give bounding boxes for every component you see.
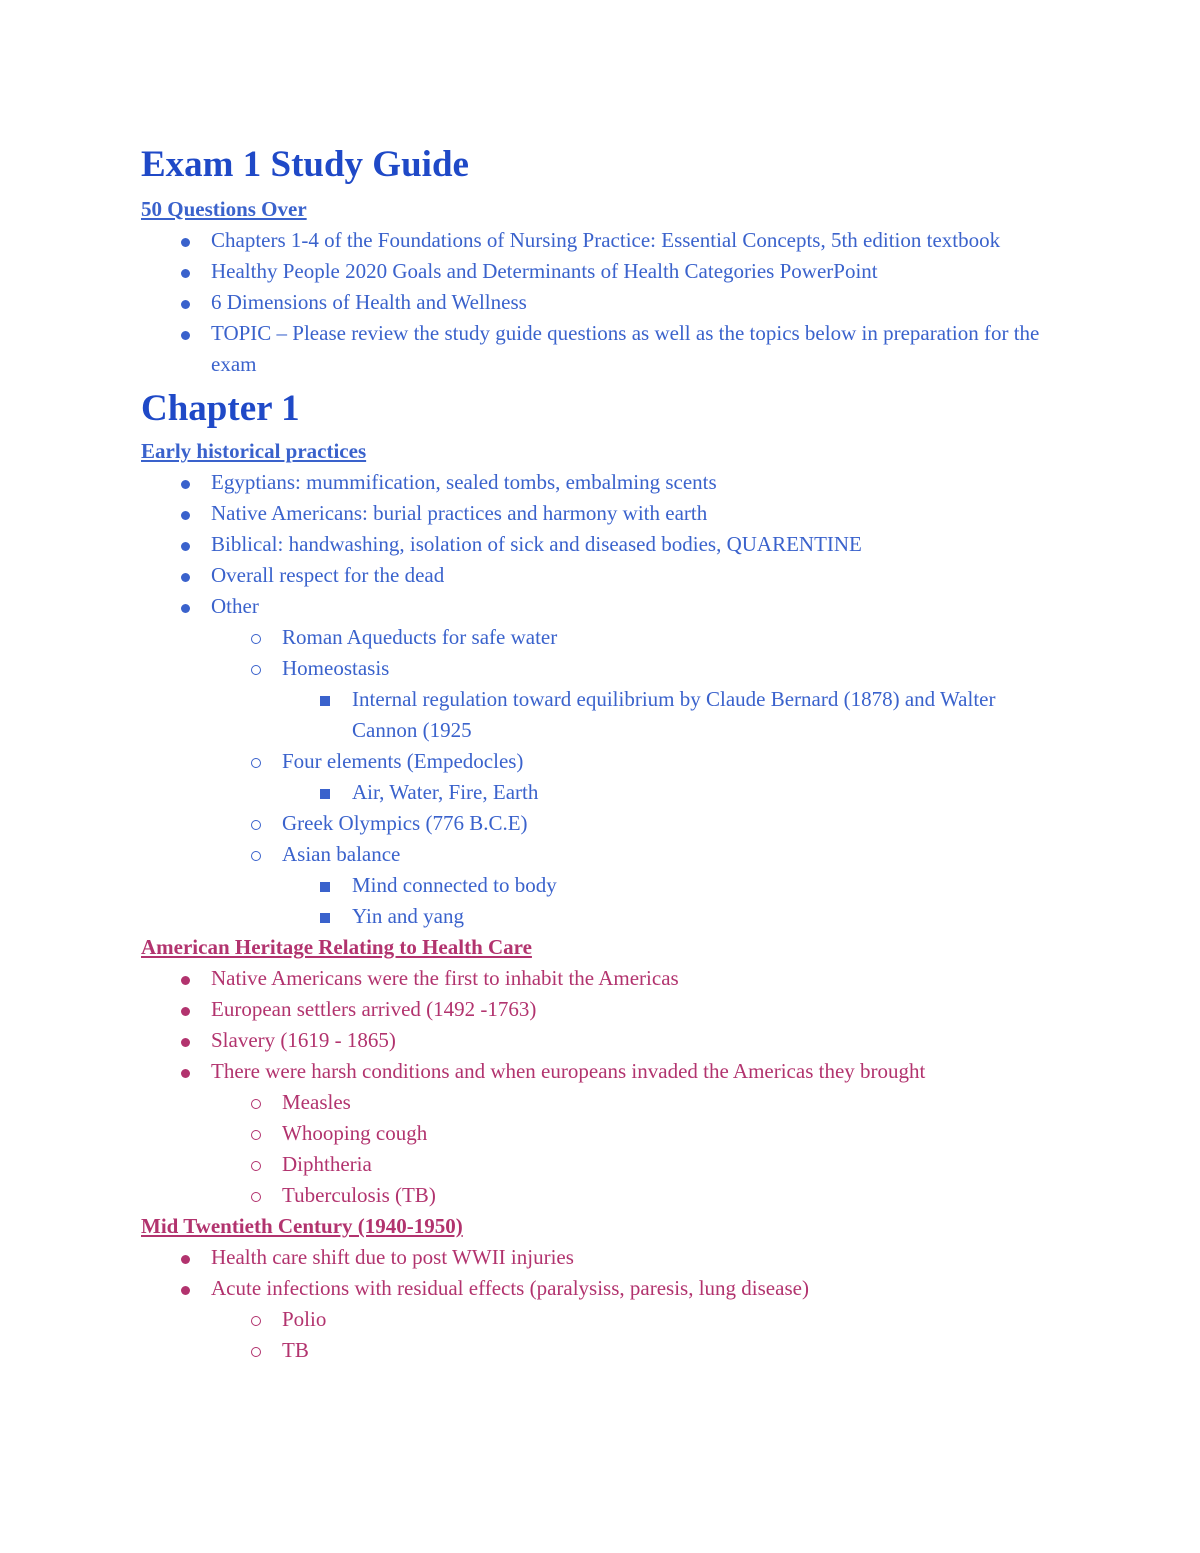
list-item: Asian balance: [141, 839, 1041, 870]
bullet-circle-icon: [246, 1304, 266, 1335]
bullet-dot-icon: [175, 318, 195, 349]
bullet-circle-icon: [246, 746, 266, 777]
bullet-dot-icon: [175, 1056, 195, 1087]
bullet-dot-icon: [175, 256, 195, 287]
bullet-dot-icon: [175, 560, 195, 591]
bullet-circle-icon: [246, 653, 266, 684]
bullet-circle-icon: [246, 808, 266, 839]
list-item: Acute infections with residual effects (paralysiss, paresis, lung disease): [141, 1273, 1041, 1304]
bullet-dot-icon: [175, 225, 195, 256]
list-item: Measles: [141, 1087, 1041, 1118]
section-heading-american: American Heritage Relating to Health Care: [141, 935, 532, 959]
bullet-square-icon: [315, 901, 335, 932]
list-item: Whooping cough: [141, 1118, 1041, 1149]
list-item: Health care shift due to post WWII injuries: [141, 1242, 1041, 1273]
list-item: Four elements (Empedocles): [141, 746, 1041, 777]
bullet-dot-icon: [175, 591, 195, 622]
list-item: Homeostasis: [141, 653, 1041, 684]
bullet-square-icon: [315, 684, 335, 715]
bullet-circle-icon: [246, 622, 266, 653]
list-item: European settlers arrived (1492 -1763): [141, 994, 1041, 1025]
list-item: Mind connected to body: [141, 870, 1041, 901]
list-item: Slavery (1619 - 1865): [141, 1025, 1041, 1056]
list-item: Egyptians: mummification, sealed tombs, embalming scents: [141, 467, 1041, 498]
section-heading-early: Early historical practices: [141, 439, 367, 463]
list-item: TOPIC – Please review the study guide questions as well as the topics below in preparation for the exam: [141, 318, 1041, 380]
list-item: Tuberculosis (TB): [141, 1180, 1041, 1211]
document-page: [141, 140, 1041, 1366]
bullet-circle-icon: [246, 1180, 266, 1211]
bullet-dot-icon: [175, 994, 195, 1025]
list-item: Air, Water, Fire, Earth: [141, 777, 1041, 808]
bullet-circle-icon: [246, 1335, 266, 1366]
list-item: Other: [141, 591, 1041, 622]
chapter-title: Chapter 1: [141, 388, 300, 429]
bullet-circle-icon: [246, 1118, 266, 1149]
list-item: Native Americans: burial practices and harmony with earth: [141, 498, 1041, 529]
american-heritage-list: [141, 963, 1041, 1211]
list-item: Greek Olympics (776 B.C.E): [141, 808, 1041, 839]
bullet-circle-icon: [246, 1149, 266, 1180]
list-item: Native Americans were the first to inhabit the Americas: [141, 963, 1041, 994]
list-item: Internal regulation toward equilibrium by Claude Bernard (1878) and Walter Cannon (1925: [141, 684, 1041, 746]
list-item: Polio: [141, 1304, 1041, 1335]
bullet-circle-icon: [246, 839, 266, 870]
bullet-square-icon: [315, 870, 335, 901]
list-item: Healthy People 2020 Goals and Determinants of Health Categories PowerPoint: [141, 256, 1041, 287]
list-item: Overall respect for the dead: [141, 560, 1041, 591]
list-item: There were harsh conditions and when europeans invaded the Americas they brought: [141, 1056, 1041, 1087]
bullet-dot-icon: [175, 498, 195, 529]
bullet-dot-icon: [175, 287, 195, 318]
list-item: TB: [141, 1335, 1041, 1366]
bullet-dot-icon: [175, 529, 195, 560]
list-item: Biblical: handwashing, isolation of sick and diseased bodies, QUARENTINE: [141, 529, 1041, 560]
list-item: Chapters 1-4 of the Foundations of Nursing Practice: Essential Concepts, 5th edition textbook: [141, 225, 1041, 256]
bullet-dot-icon: [175, 1242, 195, 1273]
bullet-dot-icon: [175, 963, 195, 994]
document-title: Exam 1 Study Guide: [141, 144, 469, 185]
bullet-circle-icon: [246, 1087, 266, 1118]
bullet-dot-icon: [175, 1025, 195, 1056]
mid-century-list: [141, 1242, 1041, 1366]
early-practices-list: [141, 467, 1041, 932]
list-item: Diphtheria: [141, 1149, 1041, 1180]
list-item: Roman Aqueducts for safe water: [141, 622, 1041, 653]
list-item: Yin and yang: [141, 901, 1041, 932]
list-item: 6 Dimensions of Health and Wellness: [141, 287, 1041, 318]
bullet-square-icon: [315, 777, 335, 808]
bullet-dot-icon: [175, 467, 195, 498]
section-heading-mid-century: Mid Twentieth Century (1940-1950): [141, 1214, 463, 1238]
overview-list: [141, 225, 1041, 380]
bullet-dot-icon: [175, 1273, 195, 1304]
overview-heading: 50 Questions Over: [141, 197, 307, 221]
